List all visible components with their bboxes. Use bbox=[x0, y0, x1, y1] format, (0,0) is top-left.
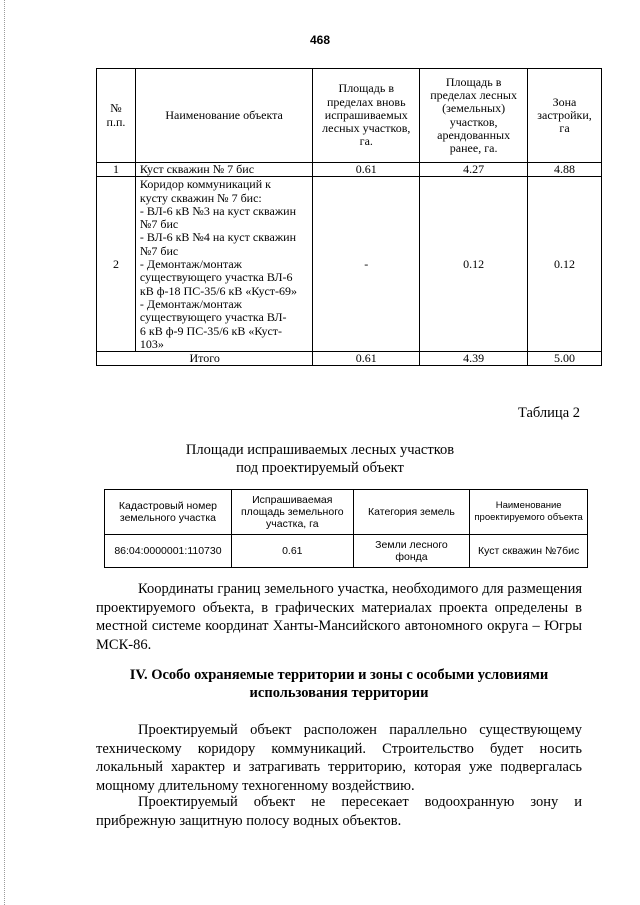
cell-leased-area: 4.27 bbox=[420, 163, 528, 177]
header-cadastral-number: Кадастровый номер земельного участка bbox=[105, 490, 232, 535]
table-row bbox=[105, 535, 588, 568]
header-object-name: Наименование проектируемого объекта bbox=[470, 490, 588, 535]
description-line: 103» bbox=[139, 336, 164, 351]
body-paragraph: Проектируемый объект не пересекает водоохранную зону и прибрежную защитную полосу водных объектов. bbox=[96, 794, 582, 829]
header-requested-area: Испрашиваемая площадь земельного участка, га bbox=[231, 490, 353, 535]
table-2-caption: Таблица 2 bbox=[517, 405, 580, 421]
cell-leased-area: 0.12 bbox=[420, 177, 528, 352]
forest-plots-table bbox=[104, 489, 588, 568]
description-line: №7 бис bbox=[139, 217, 179, 232]
table-2-title-line: Площади испрашиваемых лесных участков bbox=[185, 442, 455, 458]
description-line: №7 бис bbox=[139, 243, 179, 258]
header-new-area: Площадь в пределах вновь испрашиваемых лесных участков, га. bbox=[313, 69, 420, 163]
objects-area-table bbox=[96, 68, 602, 366]
cell-new-area: 0.61 bbox=[313, 163, 420, 177]
page-number: 468 bbox=[309, 33, 331, 47]
table-header-row bbox=[97, 69, 602, 163]
description-line: 6 кВ ф-9 ПС-35/6 кВ «Куст- bbox=[139, 323, 283, 338]
body-paragraph: Проектируемый объект расположен параллельно существующему техническому коридору коммуникаций. Строительство будет носить локальный характер и затрагивать территорию, которая уже подвергалась мощному длительному техногенному воздействию. bbox=[96, 722, 582, 794]
table-2-title-line: под проектируемый объект bbox=[236, 460, 404, 476]
description-line: Коридор коммуникаций к bbox=[139, 177, 271, 192]
total-label: Итого bbox=[97, 352, 313, 366]
description-line: кусту скважин № 7 бис: bbox=[139, 190, 262, 205]
table-row bbox=[97, 177, 602, 352]
description-line: - ВЛ-6 кВ №3 на куст скважин bbox=[139, 203, 296, 218]
cell-requested-area: 0.61 bbox=[231, 535, 353, 568]
header-object-name: Наименование объекта bbox=[135, 69, 312, 163]
description-line: - Демонтаж/монтаж bbox=[139, 257, 242, 272]
total-leased-area: 4.39 bbox=[420, 352, 528, 366]
header-leased-area: Площадь в пределах лесных (земельных) участков, арендованных ранее, га. bbox=[420, 69, 528, 163]
cell-building-zone: 4.88 bbox=[528, 163, 602, 177]
description-line: кВ ф-18 ПС-35/6 кВ «Куст-69» bbox=[139, 283, 298, 298]
cell-object-name: Куст скважин №7бис bbox=[470, 535, 588, 568]
description-line: существующего участка ВЛ- bbox=[139, 310, 287, 325]
table-row bbox=[97, 163, 602, 177]
table-header-row bbox=[105, 490, 588, 535]
description-line: - Демонтаж/монтаж bbox=[139, 296, 242, 311]
total-new-area: 0.61 bbox=[313, 352, 420, 366]
cell-land-category: Земли лесного фонда bbox=[353, 535, 470, 568]
total-building-zone: 5.00 bbox=[528, 352, 602, 366]
description-line: - ВЛ-6 кВ №4 на куст скважин bbox=[139, 230, 296, 245]
coordinates-paragraph: Координаты границ земельного участка, необходимого для размещения проектируемого объекта, в графических материалах проекта определены в местной системе координат Ханты-Мансийского автономного округа – Югры МСК-86. bbox=[96, 581, 582, 653]
header-number: № п.п. bbox=[97, 69, 136, 163]
cell-cadastral-number: 86:04:0000001:110730 bbox=[105, 535, 232, 568]
cell-number: 2 bbox=[97, 177, 136, 352]
section-heading-line: IV. Особо охраняемые территории и зоны с особыми условиями bbox=[129, 667, 549, 683]
description-line: существующего участка ВЛ-6 bbox=[139, 270, 293, 285]
section-heading-line: использования территории bbox=[249, 685, 429, 701]
header-land-category: Категория земель bbox=[353, 490, 470, 535]
section-heading bbox=[96, 666, 582, 702]
header-building-zone: Зона застройки, га bbox=[528, 69, 602, 163]
cell-object-description bbox=[135, 177, 312, 352]
table-total-row bbox=[97, 352, 602, 366]
cell-new-area: - bbox=[313, 177, 420, 352]
cell-building-zone: 0.12 bbox=[528, 177, 602, 352]
cell-object-name: Куст скважин № 7 бис bbox=[135, 163, 312, 177]
cell-number: 1 bbox=[97, 163, 136, 177]
